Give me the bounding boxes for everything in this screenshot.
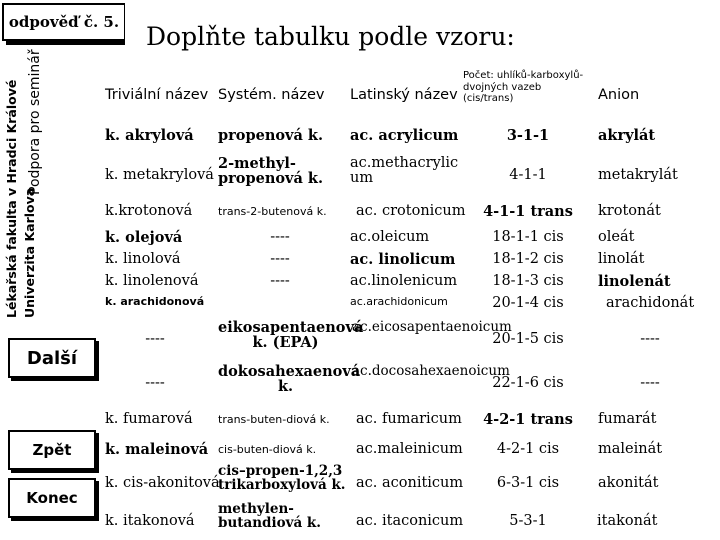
header-count: Počet: uhlíků-karboxylů-dvojných vazeb (cis/trans) bbox=[463, 70, 584, 104]
table-cell: k. maleinová bbox=[105, 441, 209, 458]
table-cell: arachidonát bbox=[606, 295, 695, 311]
table-cell: akrylát bbox=[598, 127, 656, 144]
table-cell: 18-1-3 cis bbox=[492, 273, 564, 289]
table-cell: 22-1-6 cis bbox=[492, 375, 564, 391]
table-cell: ---- bbox=[640, 375, 660, 391]
table-cell: ac. fumaricum bbox=[356, 411, 462, 427]
table-cell: k.krotonová bbox=[105, 203, 193, 219]
table-cell: methylen-butandiová k. bbox=[218, 501, 321, 532]
table-cell: k. fumarová bbox=[105, 411, 193, 427]
table-cell: k. arachidonová bbox=[105, 295, 205, 308]
table-cell: itakonát bbox=[597, 513, 658, 529]
table-cell: fumarát bbox=[598, 411, 657, 427]
table-cell: 4-2-1 trans bbox=[483, 411, 573, 428]
table-cell: 20-1-5 cis bbox=[492, 331, 564, 347]
table-cell: ac.arachidonicum bbox=[350, 295, 448, 308]
table-cell: 4-2-1 cis bbox=[496, 441, 560, 457]
table-cell: 5-3-1 bbox=[509, 513, 547, 529]
table-cell: ---- bbox=[145, 331, 165, 347]
table-cell: propenová k. bbox=[218, 127, 323, 144]
table-cell: k. olejová bbox=[105, 229, 183, 246]
table-cell: cis-buten-diová k. bbox=[218, 443, 317, 456]
table-cell: ac.oleicum bbox=[350, 229, 430, 245]
table-cell: ac.docosahexaenoicum bbox=[352, 363, 510, 379]
table-cell: k. linolová bbox=[105, 251, 181, 267]
table-cell: k. akrylová bbox=[105, 127, 194, 144]
table-cell: cis–propen-1,2,3 trikarboxylová k. bbox=[218, 463, 346, 494]
header-anion: Anion bbox=[598, 87, 640, 103]
table-cell: k. cis-akonitová bbox=[105, 475, 220, 491]
table-cell: linolát bbox=[598, 251, 645, 267]
table-cell: ---- bbox=[270, 229, 290, 245]
table-cell: ac. acrylicum bbox=[350, 127, 459, 144]
table-cell: ---- bbox=[270, 251, 290, 267]
header-trivial: Triviální název bbox=[105, 87, 209, 103]
table-cell: trans-buten-diová k. bbox=[218, 413, 330, 426]
table-cell: 3-1-1 bbox=[506, 127, 550, 144]
table-cell: dokosahexaenová k. bbox=[218, 363, 361, 396]
table-cell: ac. itaconicum bbox=[356, 513, 464, 529]
header-systematic: Systém. název bbox=[218, 87, 325, 103]
page-title: Doplňte tabulku podle vzoru: bbox=[146, 22, 515, 51]
table-cell: ac.linolenicum bbox=[350, 273, 458, 289]
table-cell: ac. linolicum bbox=[350, 251, 456, 268]
table-cell: linolenát bbox=[598, 273, 671, 290]
end-button[interactable]: Konec bbox=[8, 478, 96, 518]
sidebar bbox=[0, 0, 95, 540]
table-cell: ---- bbox=[270, 273, 290, 289]
back-button[interactable]: Zpět bbox=[8, 430, 96, 470]
table-cell: 6-3-1 cis bbox=[496, 475, 560, 491]
table-cell: 4-1-1 bbox=[509, 167, 547, 183]
table-cell: ac.methacrylic um bbox=[350, 155, 459, 187]
table-cell: ---- bbox=[145, 375, 165, 391]
table-cell: trans-2-butenová k. bbox=[218, 205, 327, 218]
next-button[interactable]: Další bbox=[8, 338, 96, 378]
table-cell: metakrylát bbox=[598, 167, 678, 183]
table-cell: ac. crotonicum bbox=[356, 203, 466, 219]
table-cell: k. linolenová bbox=[105, 273, 199, 289]
table-cell: 18-1-2 cis bbox=[492, 251, 564, 267]
table-cell: k. itakonová bbox=[105, 513, 195, 529]
table-cell: 4-1-1 trans bbox=[483, 203, 573, 220]
table-cell: akonitát bbox=[598, 475, 659, 491]
table-cell: maleinát bbox=[598, 441, 663, 457]
university-label: Univerzita Karlova bbox=[22, 187, 37, 318]
table-cell: ac. aconiticum bbox=[356, 475, 464, 491]
table-cell: oleát bbox=[598, 229, 635, 245]
table-cell: 20-1-4 cis bbox=[492, 295, 564, 311]
table-cell: krotonát bbox=[598, 203, 661, 219]
header-latin: Latinský název bbox=[350, 87, 458, 103]
table-cell: ---- bbox=[640, 331, 660, 347]
table-cell: 2-methyl-propenová k. bbox=[218, 155, 323, 188]
table-cell: 18-1-1 cis bbox=[492, 229, 564, 245]
table-cell: eikosapentaenová k. (EPA) bbox=[218, 319, 364, 352]
table-cell: ac.eicosapentaenoicum bbox=[352, 319, 512, 335]
table-cell: ac.maleinicum bbox=[356, 441, 463, 457]
answer-label: odpověď č. 5. bbox=[2, 3, 126, 41]
faculty-label: Lékařská fakulta v Hradci Králové bbox=[4, 79, 19, 318]
support-label: Podpora pro seminář bbox=[27, 49, 43, 195]
table-cell: k. metakrylová bbox=[105, 167, 214, 183]
